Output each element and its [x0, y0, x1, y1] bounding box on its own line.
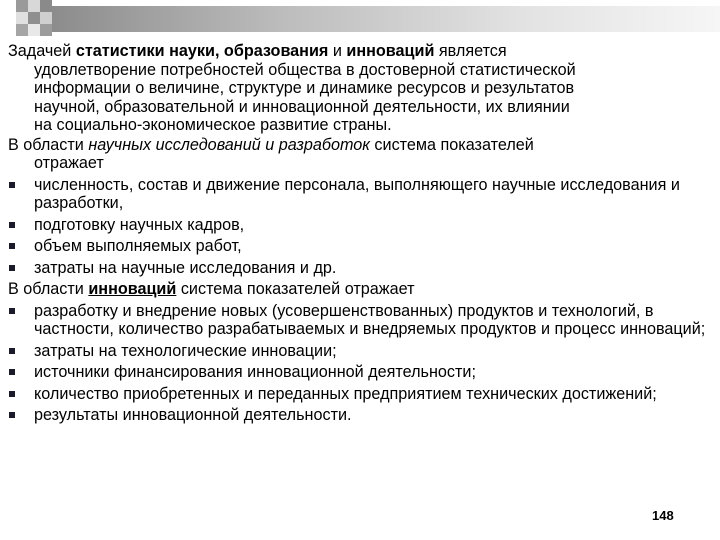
- list-item: [8, 259, 712, 278]
- research-italic-term: научных исследований и разработок: [88, 135, 370, 154]
- bullet-text: затраты на технологические инновации;: [34, 341, 337, 360]
- intro-bold-term: статистики науки, образования: [75, 42, 329, 60]
- header-decoration: [0, 0, 720, 36]
- slide-content: [8, 42, 712, 425]
- bullet-text: источники финансирования инновационной деятельности;: [34, 363, 476, 381]
- innovation-bullet-list: [8, 302, 712, 425]
- list-item: [8, 237, 712, 256]
- innovation-text: В области: [8, 280, 89, 298]
- square-bullet-icon: [9, 369, 15, 375]
- square-bullet-icon: [9, 412, 15, 418]
- intro-paragraph: [8, 42, 712, 135]
- intro-text: и: [328, 42, 347, 60]
- research-text: В области: [8, 135, 89, 154]
- square-bullet-icon: [9, 265, 15, 271]
- square-bullet-icon: [9, 222, 15, 228]
- list-item: [8, 406, 712, 425]
- intro-line: на социально-экономическое развитие страны.: [34, 116, 392, 134]
- list-item: [8, 216, 712, 235]
- bullet-text: количество приобретенных и переданных предприятием технических достижений;: [34, 384, 657, 403]
- intro-line: научной, образовательной и инновационной деятельности, их влиянии: [34, 97, 570, 116]
- research-bullet-list: [8, 176, 712, 278]
- intro-line: информации о величине, структуре и динамике ресурсов и результатов: [34, 79, 575, 97]
- square-bullet-icon: [9, 182, 15, 188]
- square-bullet-icon: [9, 308, 15, 314]
- bullet-text: подготовку научных кадров,: [34, 215, 245, 234]
- deco-square: [28, 12, 40, 24]
- intro-text: Задачей: [8, 42, 76, 60]
- deco-square: [16, 0, 28, 12]
- page-number: 148: [652, 508, 674, 523]
- list-item: [8, 176, 712, 213]
- deco-square: [40, 12, 52, 24]
- square-bullet-icon: [9, 348, 15, 354]
- research-heading: [8, 136, 712, 173]
- square-bullet-icon: [9, 243, 15, 249]
- list-item: [8, 302, 712, 339]
- deco-square: [28, 0, 40, 12]
- intro-text: является: [434, 42, 507, 60]
- bullet-text: затраты на научные исследования и др.: [34, 258, 337, 277]
- deco-square: [16, 12, 28, 24]
- header-gradient-band: [52, 6, 720, 32]
- innovation-text: система показателей отражает: [176, 280, 415, 298]
- list-item: [8, 363, 712, 382]
- research-text: система показателей: [369, 135, 534, 154]
- deco-square: [16, 24, 28, 36]
- research-text-cont: отражает: [34, 154, 104, 172]
- deco-square: [28, 24, 40, 36]
- bullet-text: разработку и внедрение новых (усовершенствованных) продуктов и технологий, в частности, количество разрабатываемых и внедряемых продуктов и процесс инноваций;: [34, 301, 706, 338]
- square-bullet-icon: [9, 391, 15, 397]
- deco-square: [40, 0, 52, 12]
- bullet-text: результаты инновационной деятельности.: [34, 406, 352, 424]
- intro-line: удовлетворение потребностей общества в достоверной статистической: [34, 60, 576, 79]
- innovation-heading: [8, 280, 712, 299]
- bullet-text: численность, состав и движение персонала, выполняющего научные исследования и разработки,: [34, 175, 680, 212]
- list-item: [8, 385, 712, 404]
- list-item: [8, 342, 712, 361]
- deco-square: [40, 24, 52, 36]
- intro-bold-term: инноваций: [346, 42, 435, 60]
- innovation-bold-term: инноваций: [88, 280, 177, 298]
- bullet-text: объем выполняемых работ,: [34, 237, 242, 255]
